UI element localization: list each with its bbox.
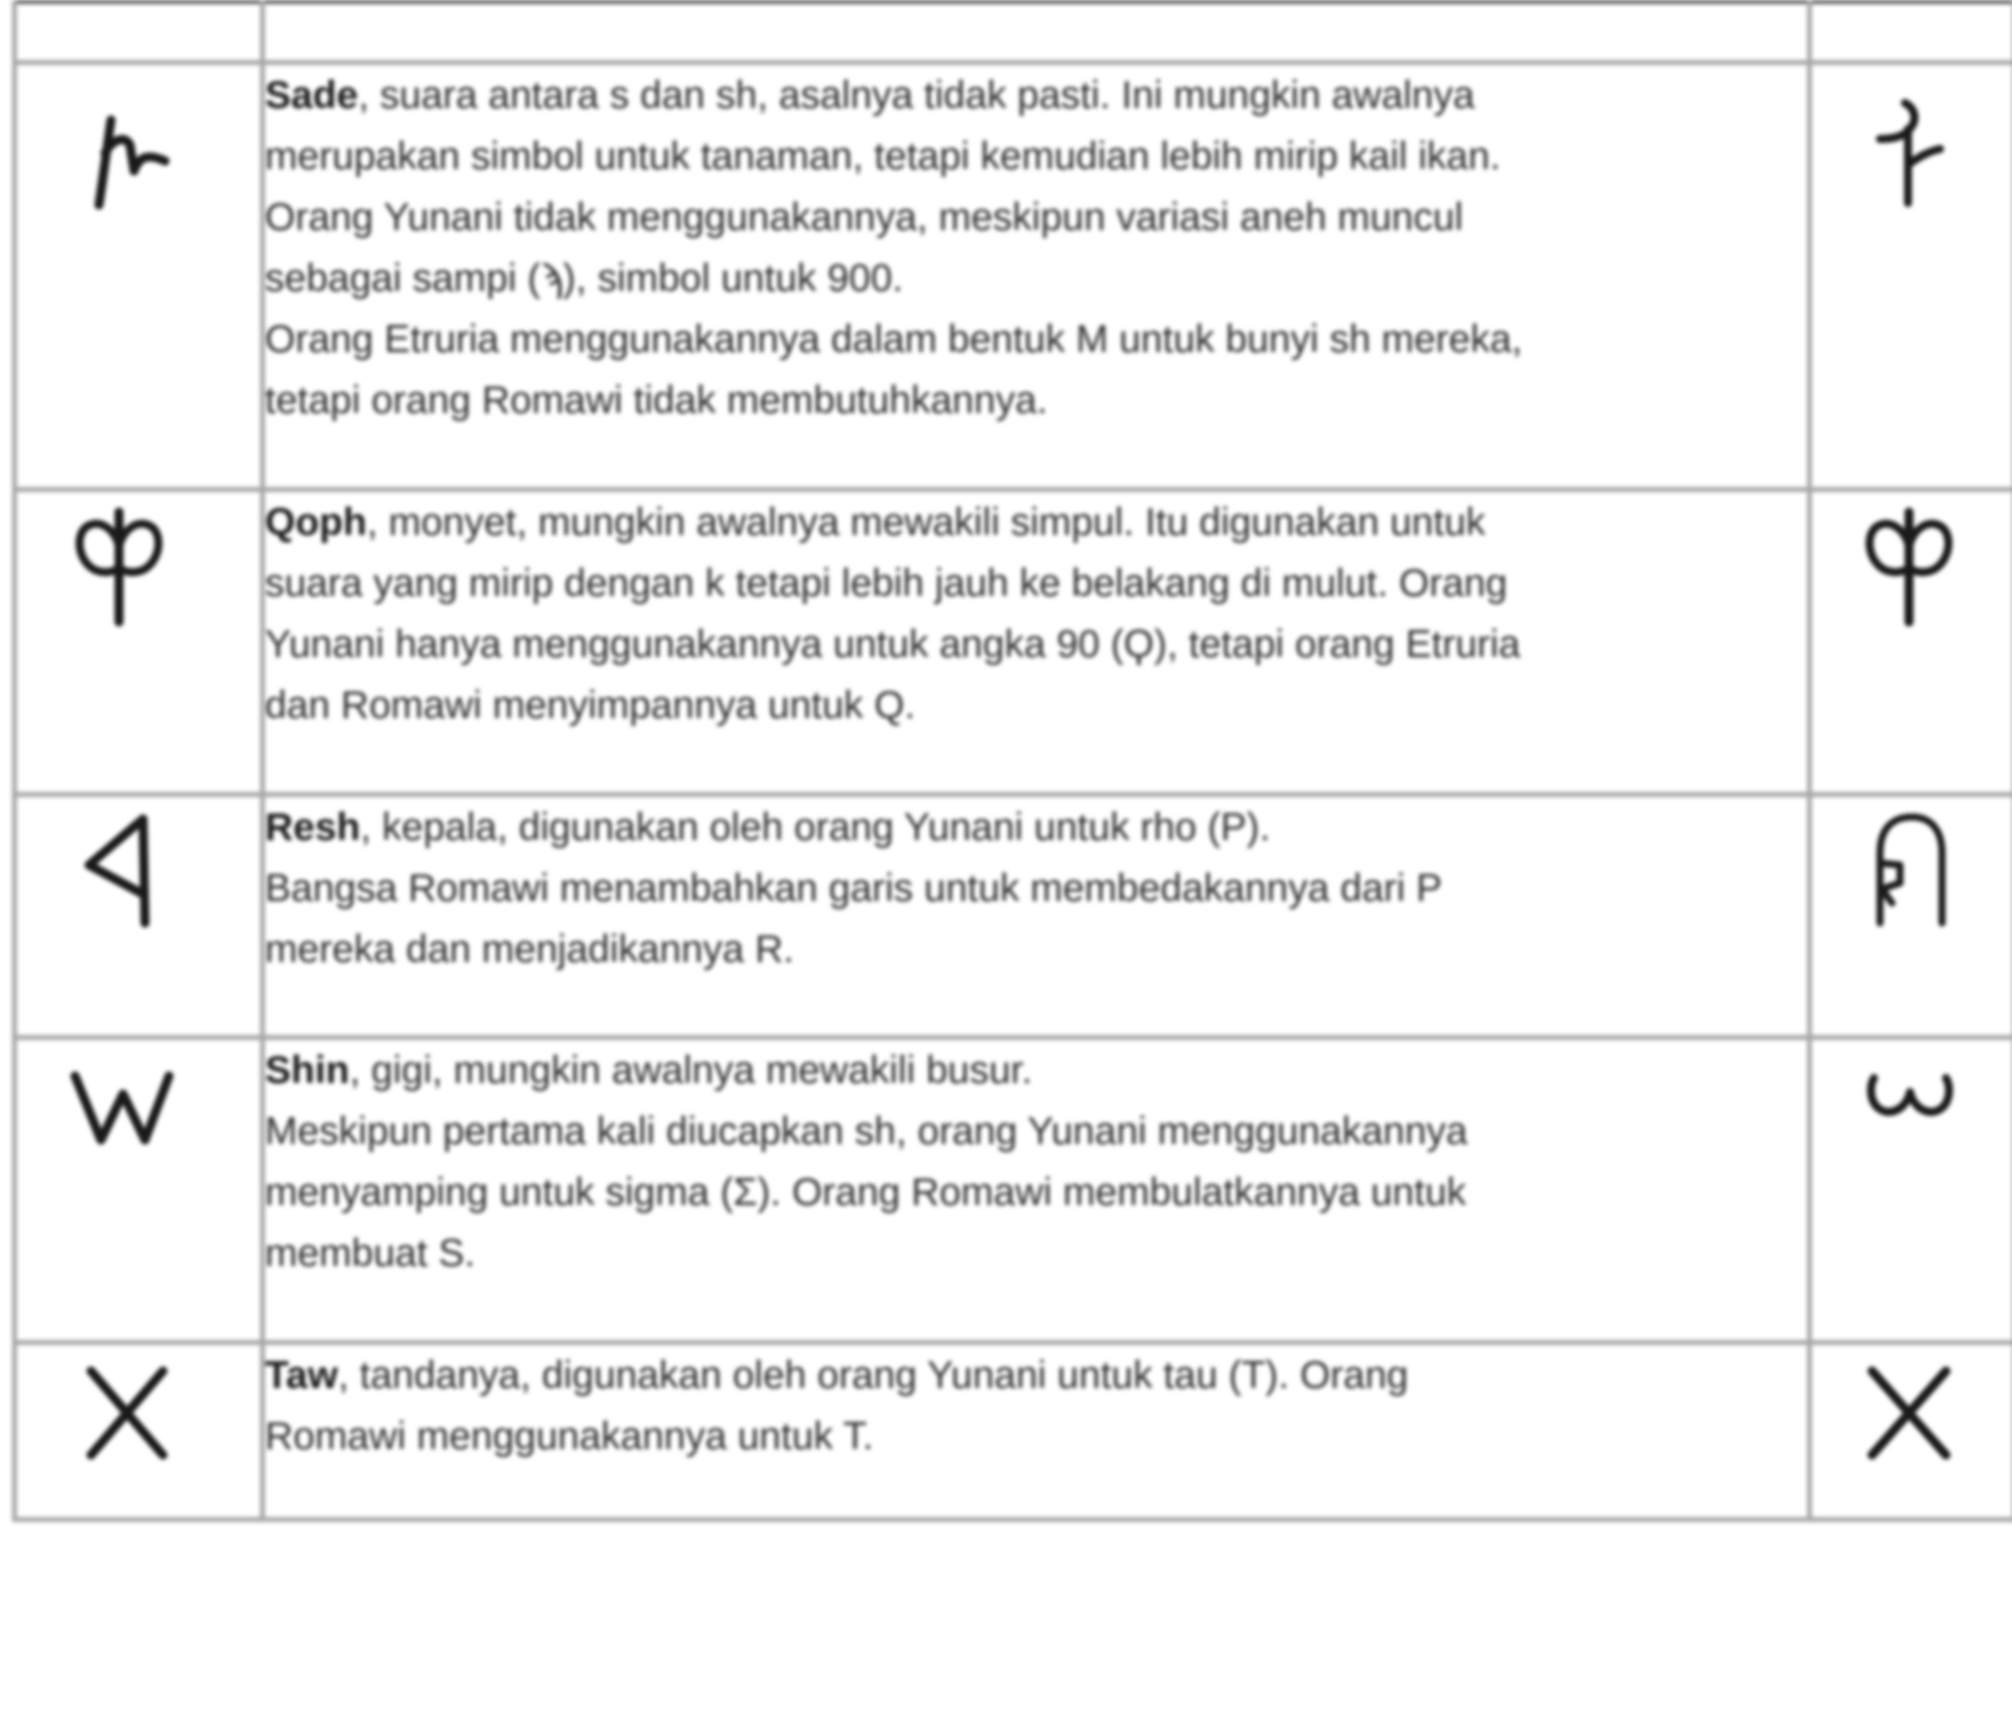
shin-description (265, 1040, 1807, 1284)
resh-description (265, 797, 1807, 980)
table-header-row (15, 2, 2012, 63)
letter-name: Shin (265, 1049, 350, 1092)
letter-name: Sade (265, 74, 359, 117)
desc-line: membuat S. (265, 1232, 476, 1275)
phoenician-glyph-cell (15, 490, 263, 795)
greek-glyph-cell (1810, 795, 2012, 1038)
desc-line: merupakan simbol untuk tanaman, tetapi kemudian lebih mirip kail ikan. (265, 135, 1501, 178)
desc-line: Romawi menggunakannya untuk T. (265, 1415, 874, 1458)
alphabet-table (12, 0, 2012, 1522)
phoenician-glyph-cell (15, 795, 263, 1038)
sade-description-cell (263, 63, 1810, 490)
greek-glyph-cell (1810, 1038, 2012, 1343)
qoph-description (265, 492, 1807, 736)
resh-greek-glyph-icon (1812, 797, 2012, 957)
desc-text: , tandanya, digunakan oleh orang Yunani untuk tau (T). Orang (337, 1354, 1409, 1397)
desc-text: , monyet, mungkin awalnya mewakili simpul. Itu digunakan untuk (366, 501, 1486, 544)
sade-greek-glyph-icon (1812, 65, 2012, 265)
desc-text: , kepala, digunakan oleh orang Yunani untuk rho (P). (360, 806, 1271, 849)
desc-line: menyamping untuk sigma (Σ). Orang Romawi membulatkannya untuk (265, 1171, 1467, 1214)
header-cell-middle (263, 2, 1810, 63)
qoph-description-cell (263, 490, 1810, 795)
taw-description-cell (263, 1343, 1810, 1520)
desc-line: Meskipun pertama kali diucapkan sh, orang Yunani menggunakannya (265, 1110, 1468, 1153)
letter-name: Resh (265, 806, 361, 849)
phoenician-glyph-cell (15, 63, 263, 490)
desc-line (265, 1040, 1807, 1101)
desc-line: Orang Etruria menggunakannya dalam bentuk M untuk bunyi sh mereka, (265, 318, 1523, 361)
desc-line: sebagai sampi (ϡ), simbol untuk 900. (265, 257, 904, 300)
desc-line: suara yang mirip dengan k tetapi lebih jauh ke belakang di mulut. Orang (265, 562, 1508, 605)
shin-phoenician-glyph-icon (17, 1040, 257, 1200)
desc-line: Orang Yunani tidak menggunakannya, meskipun variasi aneh muncul (265, 196, 1464, 239)
desc-text: , gigi, mungkin awalnya mewakili busur. (349, 1049, 1033, 1092)
table-row-taw (15, 1343, 2012, 1520)
table-row-qoph (15, 490, 2012, 795)
phoenician-glyph-cell (15, 1038, 263, 1343)
shin-greek-glyph-icon (1812, 1040, 2012, 1200)
desc-line (265, 797, 1807, 858)
resh-description-cell (263, 795, 1810, 1038)
taw-description (265, 1345, 1807, 1467)
desc-line: Bangsa Romawi menambahkan garis untuk membedakannya dari P (265, 867, 1443, 910)
table-row-resh (15, 795, 2012, 1038)
desc-line: mereka dan menjadikannya R. (265, 928, 794, 971)
desc-line (265, 1345, 1807, 1406)
greek-glyph-cell (1810, 1343, 2012, 1520)
phoenician-glyph-cell (15, 1343, 263, 1520)
taw-greek-glyph-icon (1812, 1345, 2012, 1505)
table-row-sade (15, 63, 2012, 490)
desc-line (265, 65, 1807, 126)
table-row-shin (15, 1038, 2012, 1343)
letter-name: Qoph (265, 501, 367, 544)
sade-description (265, 65, 1807, 431)
qoph-phoenician-glyph-icon (17, 492, 257, 652)
desc-text: , suara antara s dan sh, asalnya tidak pasti. Ini mungkin awalnya (358, 74, 1475, 117)
header-cell-right (1810, 2, 2012, 63)
desc-line (265, 492, 1807, 553)
desc-line: Yunani hanya menggunakannya untuk angka 90 (Ϙ), tetapi orang Etruria (265, 623, 1521, 666)
header-cell-left (15, 2, 263, 63)
letter-name: Taw (265, 1354, 338, 1397)
desc-line: tetapi orang Romawi tidak membutuhkannya. (265, 379, 1048, 422)
resh-phoenician-glyph-icon (17, 797, 257, 957)
greek-glyph-cell (1810, 490, 2012, 795)
sade-phoenician-glyph-icon (17, 65, 257, 265)
desc-line: dan Romawi menyimpannya untuk Q. (265, 684, 916, 727)
greek-glyph-cell (1810, 63, 2012, 490)
qoph-greek-glyph-icon (1812, 492, 2012, 652)
shin-description-cell (263, 1038, 1810, 1343)
taw-phoenician-glyph-icon (17, 1345, 257, 1505)
